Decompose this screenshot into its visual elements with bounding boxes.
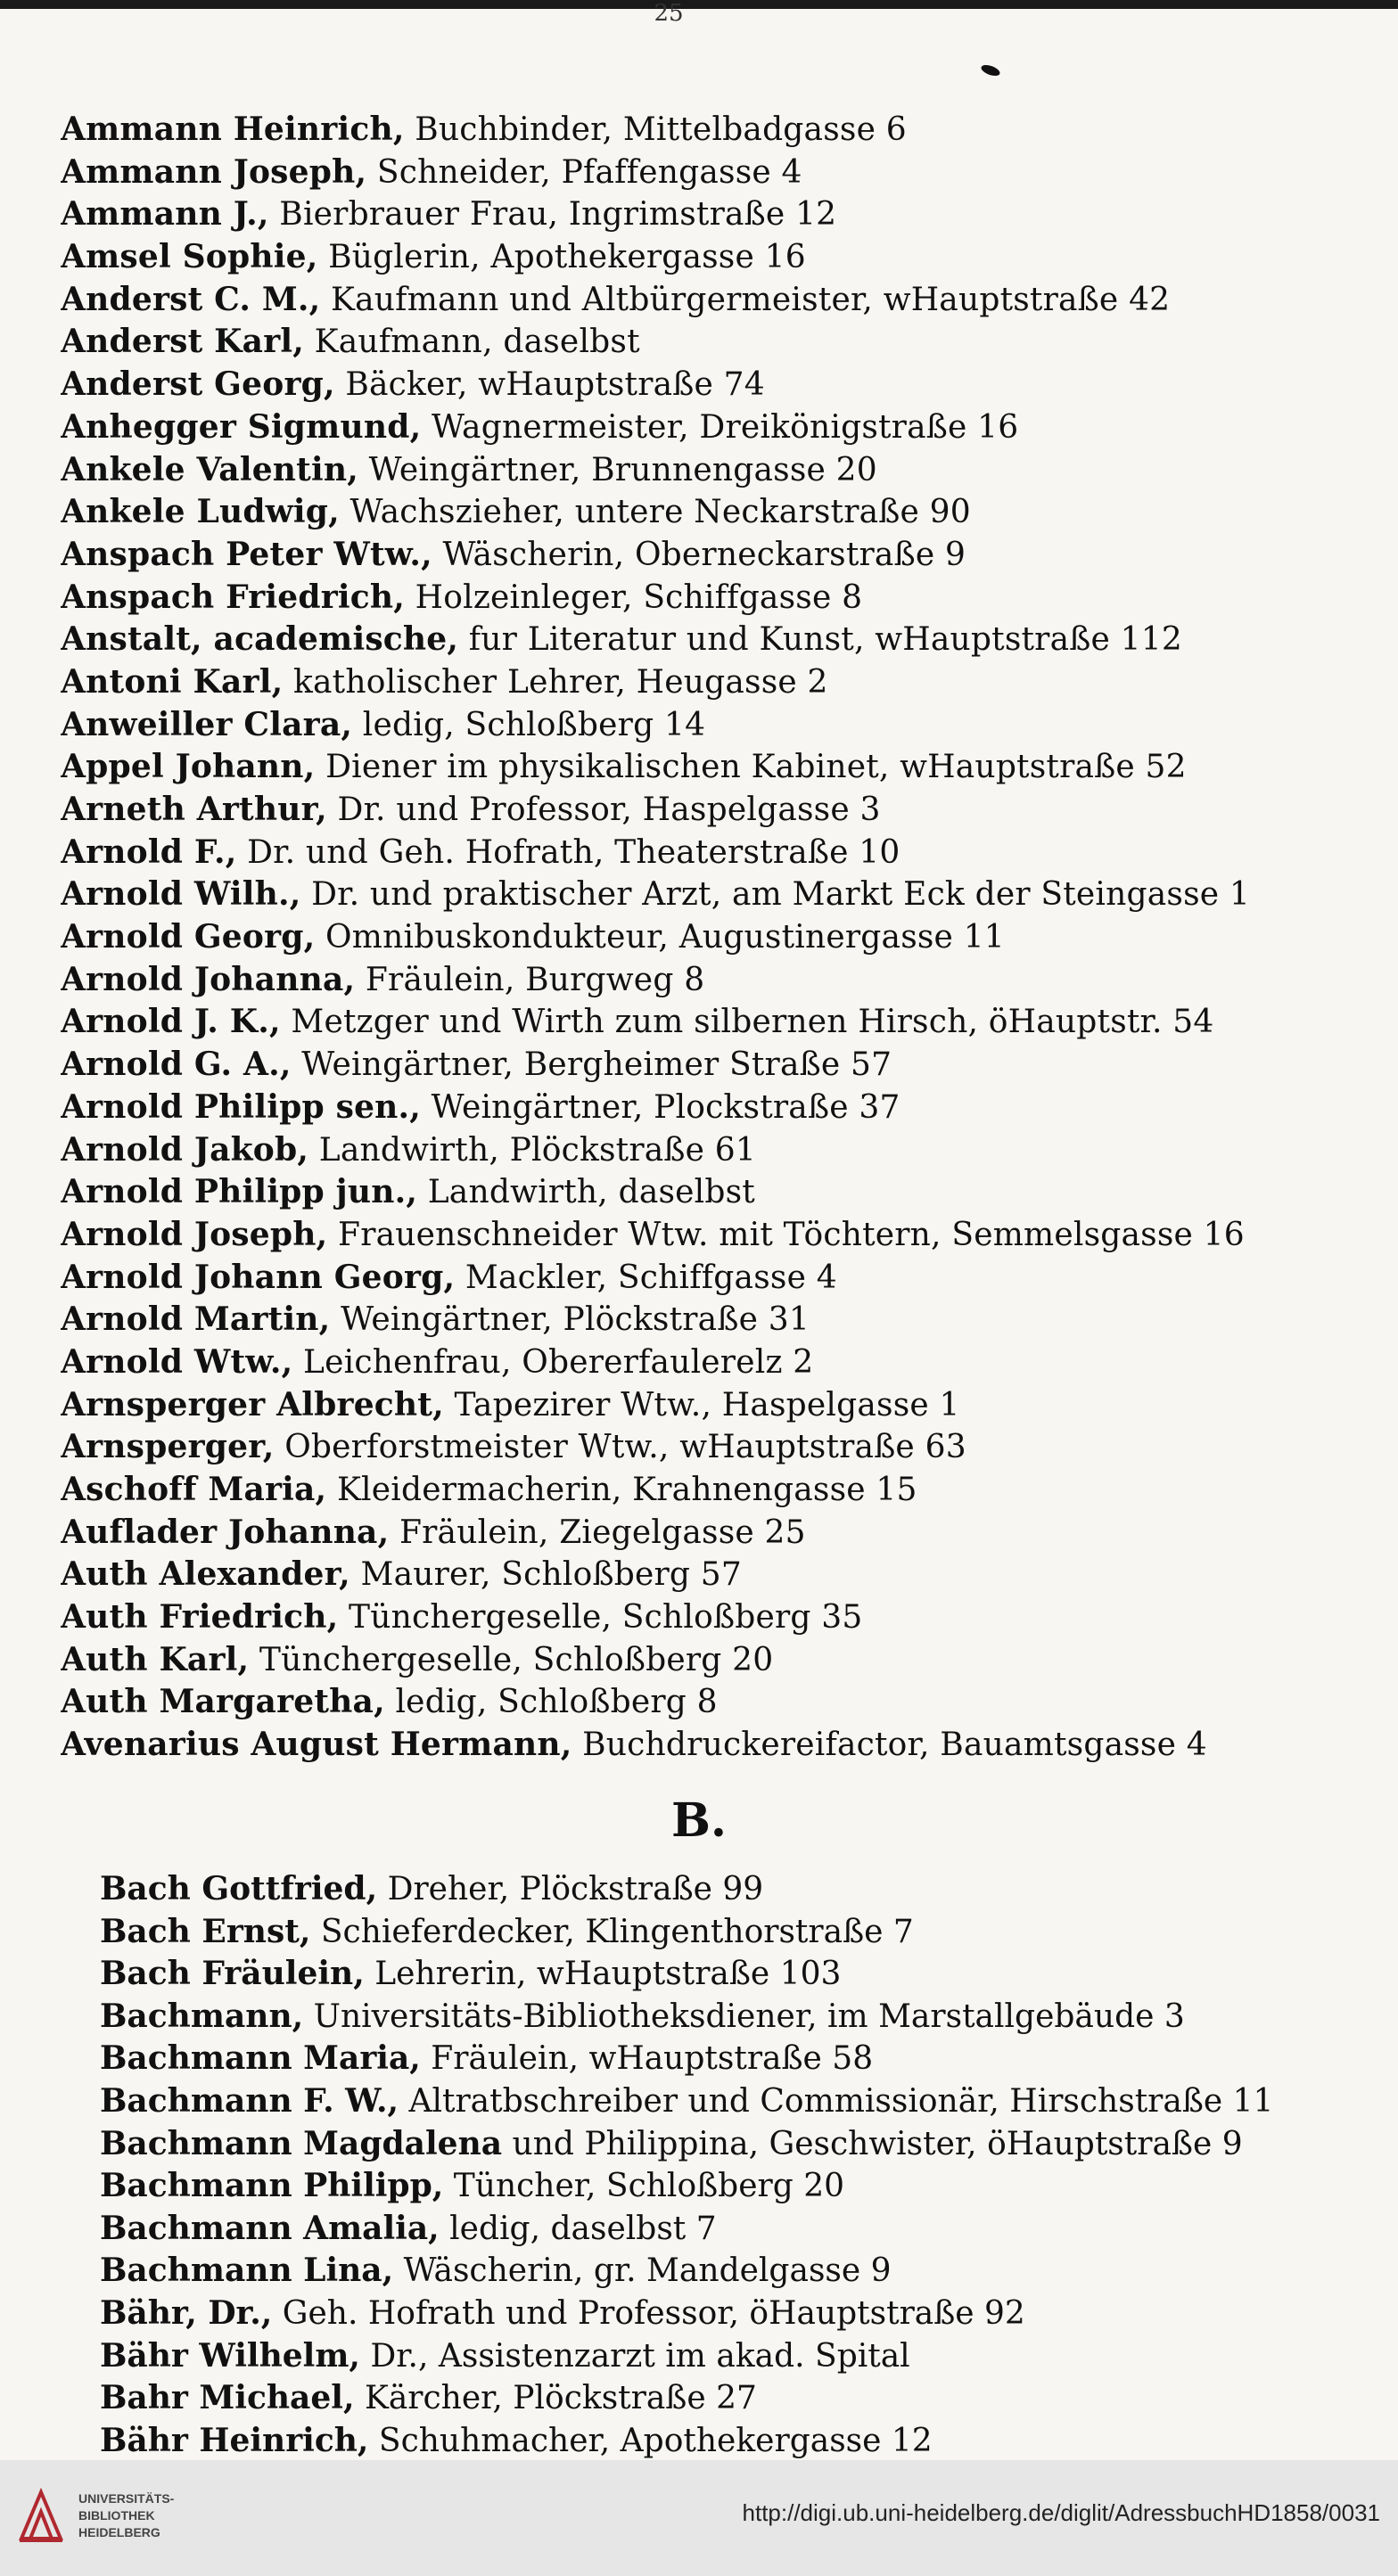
directory-entry	[61, 746, 1380, 789]
directory-entry	[61, 406, 1380, 449]
directory-entry	[100, 2250, 1384, 2293]
entry-name: Auth Friedrich,	[61, 1598, 339, 1637]
entry-details: Kaufmann, daselbst	[303, 324, 640, 361]
entry-details: Kärcher, Plöckstraße 27	[354, 2380, 757, 2417]
entry-details: und Philippina, Geschwister, öHauptstraße 9	[502, 2125, 1243, 2162]
directory-entry	[61, 1384, 1380, 1427]
directory-entry	[61, 1469, 1380, 1512]
directory-entry	[100, 2038, 1384, 2080]
directory-entry	[61, 661, 1380, 704]
entry-details: Universitäts-Bibliotheksdiener, im Marstallgebäude 3	[303, 1998, 1185, 2035]
entry-details: Metzger und Wirth zum silbernen Hirsch, öHauptstr. 54	[280, 1004, 1214, 1041]
entry-details: Bierbrauer Frau, Ingrimstraße 12	[268, 196, 837, 234]
entry-details: Geh. Hofrath und Professor, öHauptstraße 92	[272, 2294, 1025, 2332]
entry-details: Weingärtner, Plockstraße 37	[421, 1088, 900, 1126]
entry-name: Bachmann Magdalena	[100, 2124, 503, 2162]
entry-details: Schuhmacher, Apothekergasse 12	[368, 2422, 933, 2459]
directory-entry	[100, 1953, 1384, 1996]
entry-details: Mackler, Schiffgasse 4	[455, 1259, 837, 1296]
entry-name: Amsel Sophie,	[61, 238, 318, 276]
entry-details: Weingärtner, Plöckstraße 31	[330, 1301, 810, 1339]
entry-details: Buchbinder, Mittelbadgasse 6	[404, 111, 907, 148]
directory-entry	[61, 534, 1380, 577]
entry-name: Arnold Johanna,	[61, 960, 356, 998]
entry-details: Kleidermacherin, Krahnengasse 15	[326, 1472, 917, 1508]
entry-details: Altratbschreiber und Commissionär, Hirschstraße 11	[399, 2082, 1274, 2120]
directory-entry	[61, 1341, 1380, 1384]
entry-name: Anstalt, academische,	[61, 620, 459, 659]
entry-name: Antoni Karl,	[61, 662, 284, 701]
entry-name: Bach Fräulein,	[100, 1955, 365, 1993]
entry-name: Ammann Heinrich,	[61, 111, 405, 148]
entry-name: Auth Margaretha,	[61, 1683, 385, 1721]
entry-details: Frauenschneider Wtw. mit Töchtern, Semmelsgasse 16	[327, 1216, 1245, 1253]
directory-entry	[100, 2293, 1384, 2335]
directory-entry	[61, 832, 1380, 874]
directory-entry	[100, 1868, 1384, 1911]
entry-details: Bäcker, wHauptstraße 74	[334, 366, 765, 404]
page-number: 25	[654, 0, 684, 25]
entry-name: Bachmann F. W.,	[100, 2081, 399, 2120]
directory-entry	[61, 364, 1380, 406]
entry-details: Büglerin, Apothekergasse 16	[317, 239, 806, 276]
entry-name: Aschoff Maria,	[61, 1471, 327, 1508]
entry-name: Bähr, Dr.,	[100, 2293, 273, 2332]
entry-name: Appel Johann,	[61, 748, 316, 786]
entry-name: Arnold J. K.,	[61, 1003, 281, 1041]
directory-entry	[61, 321, 1380, 364]
entry-details: Dr., Assistenzarzt im akad. Spital	[359, 2337, 910, 2375]
entry-name: Auth Karl,	[61, 1640, 250, 1678]
directory-entry	[61, 279, 1380, 322]
ink-speck	[980, 63, 1001, 78]
entry-name: Arnsperger Albrecht,	[61, 1385, 444, 1423]
directory-entry	[61, 916, 1380, 959]
directory-entry	[61, 193, 1380, 236]
directory-entry	[100, 2377, 1384, 2420]
entry-details: Tünchergeselle, Schloßberg 35	[338, 1599, 863, 1637]
directory-entry	[61, 491, 1380, 534]
directory-entry	[61, 236, 1380, 279]
entry-name: Arnold Joseph,	[61, 1215, 328, 1253]
entry-name: Bachmann,	[100, 1997, 304, 2035]
entry-details: Fräulein, Burgweg 8	[355, 961, 705, 998]
directory-entry	[100, 2080, 1384, 2123]
entry-name: Avenarius August Hermann,	[61, 1726, 572, 1764]
entry-name: Arnold Georg,	[61, 918, 316, 956]
entry-name: Arnold Wtw.,	[61, 1342, 293, 1381]
library-name-line: UNIVERSITÄTS-	[78, 2491, 175, 2506]
entry-name: Anweiller Clara,	[61, 705, 353, 743]
directory-entry	[61, 1001, 1380, 1044]
entry-details: ledig, daselbst 7	[439, 2210, 717, 2247]
entry-details: Tapezirer Wtw., Haspelgasse 1	[443, 1386, 960, 1423]
entry-details: Holzeinleger, Schiffgasse 8	[405, 578, 863, 616]
viewer-footer	[0, 2460, 1398, 2576]
directory-entry	[100, 2165, 1384, 2208]
directory-entry	[61, 789, 1380, 832]
directory-entry	[61, 1724, 1380, 1767]
directory-entry	[61, 1129, 1380, 1172]
entry-name: Arnold Philipp jun.,	[61, 1173, 418, 1211]
entry-name: Arnold Johann Georg,	[61, 1258, 456, 1296]
entry-details: Lehrerin, wHauptstraße 103	[364, 1956, 842, 1993]
directory-entry	[61, 1596, 1380, 1639]
entry-name: Anderst Karl,	[61, 323, 304, 361]
directory-entry	[61, 1214, 1380, 1257]
entry-name: Arnold Jakob,	[61, 1130, 309, 1169]
entry-name: Arnsperger,	[61, 1428, 275, 1466]
directory-entry	[61, 1257, 1380, 1300]
directory-entry	[61, 874, 1380, 916]
entry-name: Ammann J.,	[61, 195, 269, 234]
directory-entry	[61, 1512, 1380, 1555]
directory-entry	[100, 2420, 1384, 2463]
entry-details: katholischer Lehrer, Heugasse 2	[283, 663, 828, 701]
library-name	[78, 2490, 257, 2541]
entry-details: Dr. und praktischer Arzt, am Markt Eck der Steingasse 1	[300, 876, 1251, 914]
entry-name: Bachmann Amalia,	[100, 2209, 440, 2247]
entry-name: Auflader Johanna,	[61, 1513, 390, 1551]
directory-entry	[61, 1554, 1380, 1596]
directory-entry	[100, 2208, 1384, 2251]
directory-entry	[61, 1426, 1380, 1469]
entry-details: Omnibuskondukteur, Augustinergasse 11	[315, 919, 1005, 956]
entry-name: Bachmann Maria,	[100, 2039, 421, 2078]
entry-details: Oberforstmeister Wtw., wHauptstraße 63	[274, 1429, 966, 1466]
entry-details: Maurer, Schloßberg 57	[350, 1556, 742, 1594]
directory-entry	[61, 1087, 1380, 1129]
entry-details: Fräulein, Ziegelgasse 25	[389, 1514, 806, 1551]
entry-name: Arneth Arthur,	[61, 791, 327, 828]
entry-name: Anspach Friedrich,	[61, 578, 406, 616]
university-library-logo-icon	[16, 2487, 66, 2544]
entry-name: Ankele Valentin,	[61, 450, 358, 488]
entry-details: Wachszieher, untere Neckarstraße 90	[339, 494, 971, 531]
entry-details: Schneider, Pfaffengasse 4	[366, 153, 802, 191]
directory-entry	[100, 2123, 1384, 2166]
directory-entry	[61, 619, 1380, 661]
directory-entry	[100, 1996, 1384, 2039]
directory-entry	[61, 1639, 1380, 1682]
directory-list-a	[61, 109, 1380, 1767]
entry-details: Weingärtner, Bergheimer Straße 57	[291, 1046, 892, 1084]
directory-entry	[100, 1911, 1384, 1954]
entry-name: Bach Ernst,	[100, 1912, 311, 1950]
entry-details: Diener im physikalischen Kabinet, wHauptstraße 52	[315, 749, 1187, 786]
directory-entry	[61, 1681, 1380, 1724]
directory-entry	[100, 2335, 1384, 2378]
entry-name: Bach Gottfried,	[100, 1870, 378, 1907]
directory-entry	[61, 152, 1380, 194]
directory-entry	[61, 1299, 1380, 1341]
directory-entry	[61, 577, 1380, 619]
directory-entry	[61, 704, 1380, 747]
section-heading-b: B.	[670, 1793, 728, 1848]
entry-name: Anderst C. M.,	[61, 280, 321, 318]
entry-name: Auth Alexander,	[61, 1555, 350, 1594]
entry-name: Bachmann Philipp,	[100, 2167, 444, 2205]
directory-entry	[61, 109, 1380, 152]
entry-details: Leichenfrau, Obererfaulerelz 2	[292, 1343, 814, 1381]
entry-details: Landwirth, Plöckstraße 61	[308, 1131, 757, 1169]
entry-name: Arnold G. A.,	[61, 1046, 292, 1084]
entry-details: ledig, Schloßberg 14	[352, 706, 706, 743]
entry-details: Buchdruckereifactor, Bauamtsgasse 4	[572, 1727, 1207, 1764]
directory-entry	[61, 959, 1380, 1002]
directory-entry	[61, 1171, 1380, 1214]
entry-details: fur Literatur und Kunst, wHauptstraße 112	[458, 621, 1182, 659]
entry-details: Fräulein, wHauptstraße 58	[420, 2040, 874, 2078]
entry-name: Bähr Wilhelm,	[100, 2336, 360, 2375]
directory-entry	[61, 1044, 1380, 1087]
entry-details: Kaufmann und Altbürgermeister, wHauptstraße 42	[320, 281, 1171, 318]
entry-details: Wagnermeister, Dreikönigstraße 16	[421, 408, 1019, 446]
entry-details: Dr. und Geh. Hofrath, Theaterstraße 10	[236, 833, 900, 871]
entry-details: Schieferdecker, Klingenthorstraße 7	[310, 1913, 914, 1950]
directory-entry	[61, 449, 1380, 492]
entry-details: Tünchergeselle, Schloßberg 20	[249, 1641, 774, 1678]
entry-name: Arnold Philipp sen.,	[61, 1087, 422, 1126]
entry-name: Anhegger Sigmund,	[61, 407, 422, 446]
library-name-line: HEIDELBERG	[78, 2525, 160, 2539]
entry-name: Arnold Wilh.,	[61, 875, 301, 914]
entry-name: Arnold Martin,	[61, 1300, 331, 1339]
entry-details: Tüncher, Schloßberg 20	[443, 2168, 845, 2205]
entry-name: Arnold F.,	[61, 833, 237, 871]
entry-name: Anspach Peter Wtw.,	[61, 535, 432, 573]
entry-name: Bachmann Lina,	[100, 2252, 394, 2290]
entry-details: Landwirth, daselbst	[417, 1174, 755, 1211]
entry-details: ledig, Schloßberg 8	[384, 1684, 718, 1721]
entry-details: Dr. und Professor, Haspelgasse 3	[326, 792, 881, 828]
directory-list-b	[100, 1868, 1384, 2462]
entry-details: Wäscherin, gr. Mandelgasse 9	[393, 2252, 892, 2290]
library-name-line: BIBLIOTHEK	[78, 2508, 155, 2523]
entry-details: Wäscherin, Oberneckarstraße 9	[432, 536, 966, 573]
entry-name: Anderst Georg,	[61, 365, 335, 404]
entry-name: Bahr Michael,	[100, 2379, 355, 2417]
entry-details: Dreher, Plöckstraße 99	[377, 1871, 764, 1907]
permalink-url[interactable]: http://digi.ub.uni-heidelberg.de/diglit/AdressbuchHD1858/0031	[742, 2499, 1380, 2526]
entry-details: Weingärtner, Brunnengasse 20	[358, 451, 877, 488]
entry-name: Ammann Joseph,	[61, 152, 367, 191]
entry-name: Ankele Ludwig,	[61, 493, 340, 531]
entry-name: Bähr Heinrich,	[100, 2421, 369, 2459]
